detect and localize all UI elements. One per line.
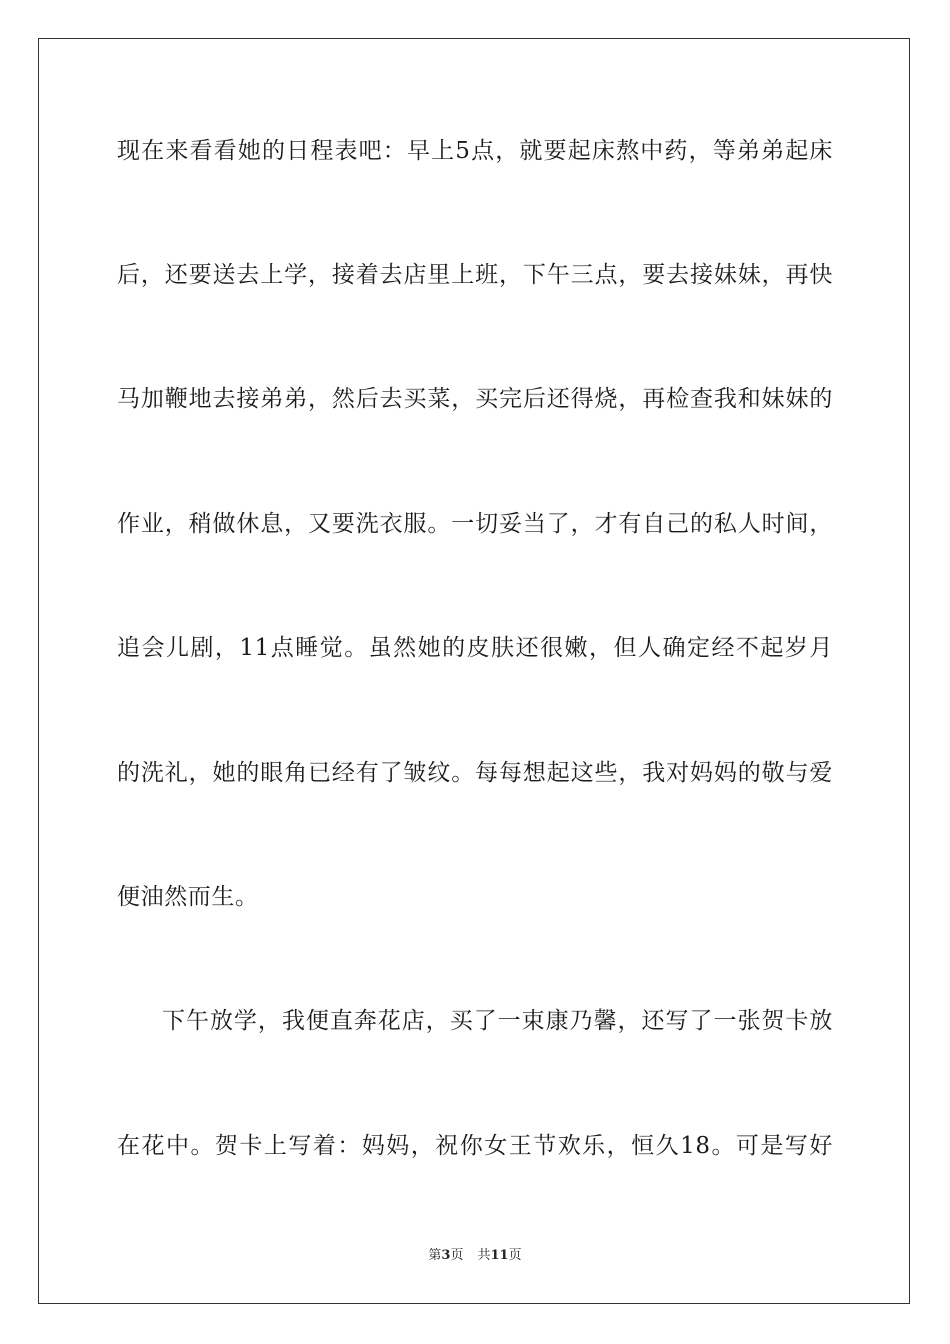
current-page-number: 3 — [441, 1248, 451, 1263]
page-suffix: 页 — [450, 1248, 464, 1263]
paragraph-first-line: 下午放学，我便直奔花店，买了一束康乃馨，还写了一张贺卡放 — [162, 1008, 833, 1034]
page-prefix: 第 — [428, 1248, 442, 1263]
text-line: 马加鞭地去接弟弟，然后去买菜，买完后还得烧，再检查我和妹妹的 — [117, 386, 833, 412]
page-footer — [0, 1247, 950, 1265]
text-line: 便油然而生。 — [117, 884, 259, 910]
page-border — [38, 38, 910, 1304]
text-line: 在花中。贺卡上写着：妈妈，祝你女王节欢乐，恒久18。可是写好 — [117, 1133, 833, 1159]
total-suffix: 页 — [508, 1248, 522, 1263]
text-line: 的洗礼，她的眼角已经有了皱纹。每每想起这些，我对妈妈的敬与爱 — [117, 760, 833, 786]
text-line: 作业，稍做休息，又要洗衣服。一切妥当了，才有自己的私人时间， — [117, 511, 833, 537]
total-prefix: 共 — [477, 1248, 491, 1263]
text-line: 追会儿剧，11点睡觉。虽然她的皮肤还很嫩，但人确定经不起岁月 — [117, 635, 833, 661]
text-line: 现在来看看她的日程表吧：早上5点，就要起床熬中药，等弟弟起床 — [117, 138, 833, 164]
total-page-count: 11 — [490, 1248, 509, 1263]
text-line: 后，还要送去上学，接着去店里上班，下午三点，要去接妹妹，再快 — [117, 262, 833, 288]
